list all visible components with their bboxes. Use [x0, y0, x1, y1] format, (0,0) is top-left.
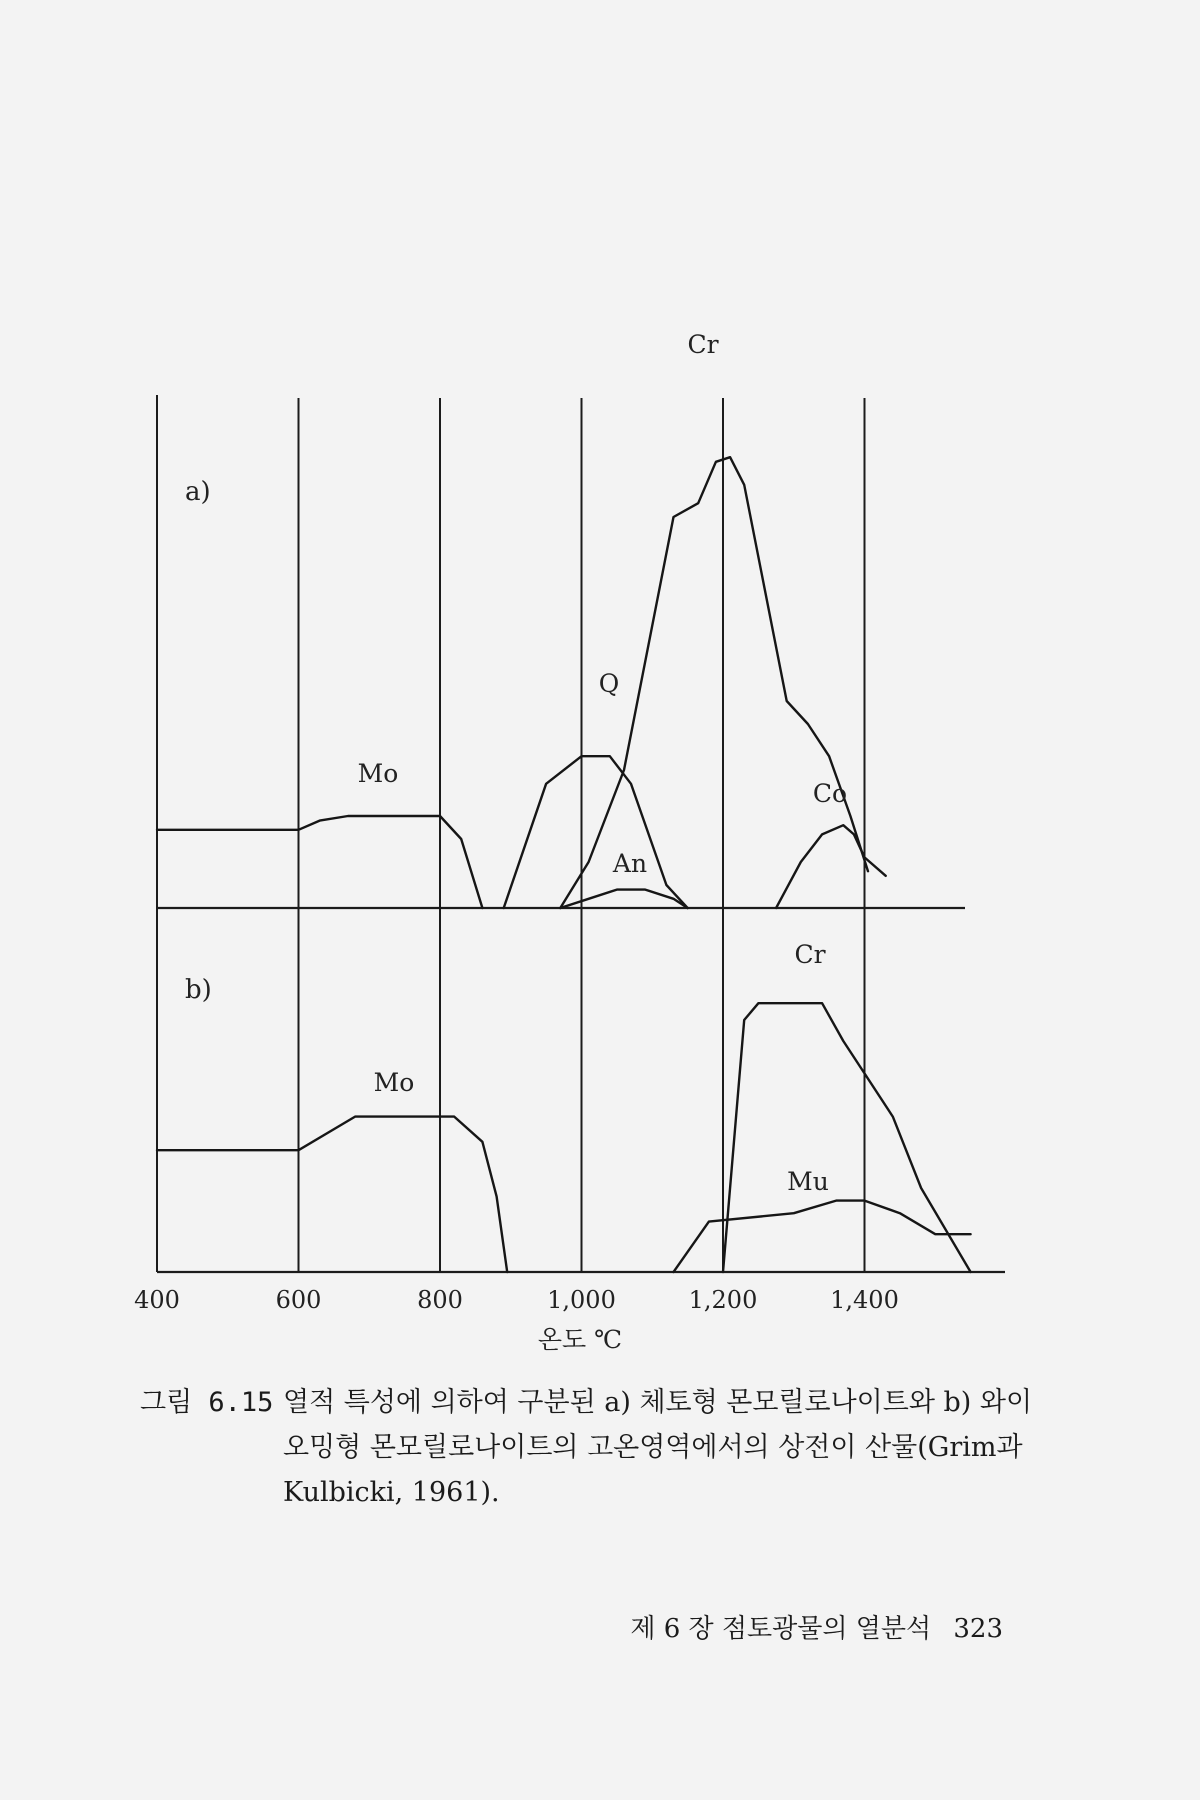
curve-label-1-mo: Mo [373, 1068, 415, 1097]
curve-label-1-mu: Mu [787, 1167, 829, 1196]
tick-label-1000: 1,000 [547, 1286, 616, 1314]
curve-label-0-an: An [612, 849, 648, 878]
curve-0-q [504, 756, 688, 908]
panel-label-0: a) [185, 477, 211, 507]
curve-label-0-q: Q [598, 669, 620, 698]
tick-label-1400: 1,400 [830, 1286, 899, 1314]
curve-0-an [560, 890, 687, 908]
curve-label-0-cr: Cr [687, 330, 719, 359]
curve-1-mo [157, 1117, 507, 1272]
curve-1-mu [674, 1201, 971, 1272]
figure-caption [140, 1380, 1040, 1515]
tick-label-800: 800 [417, 1286, 463, 1314]
curve-label-1-cr: Cr [794, 940, 826, 969]
figure-number: 그림 6.15 [140, 1387, 274, 1418]
panel-label-1: b) [185, 975, 212, 1005]
curve-1-cr [723, 1003, 971, 1272]
tick-label-1200: 1,200 [688, 1286, 758, 1314]
tick-label-400: 400 [134, 1286, 180, 1314]
curve-label-0-mo: Mo [357, 759, 399, 788]
chapter-title: 제 6 장 점토광물의 열분석 [630, 1614, 932, 1644]
curve-0-mo [157, 816, 482, 908]
page-number: 323 [953, 1614, 1003, 1644]
figure-caption-text: 열적 특성에 의하여 구분된 a) 체토형 몬모릴로나이트와 b) 와이오밍형 몬모릴로나이트의 고온영역에서의 상전이 산물(Grim과 Kulbicki, 1961). [283, 1387, 1033, 1508]
tick-label-600: 600 [275, 1286, 322, 1314]
curve-0-co [776, 825, 886, 908]
x-axis-title: 온도 ℃ [537, 1325, 623, 1354]
page-footer [616, 1608, 1003, 1645]
curve-label-0-co: Co [812, 779, 848, 808]
